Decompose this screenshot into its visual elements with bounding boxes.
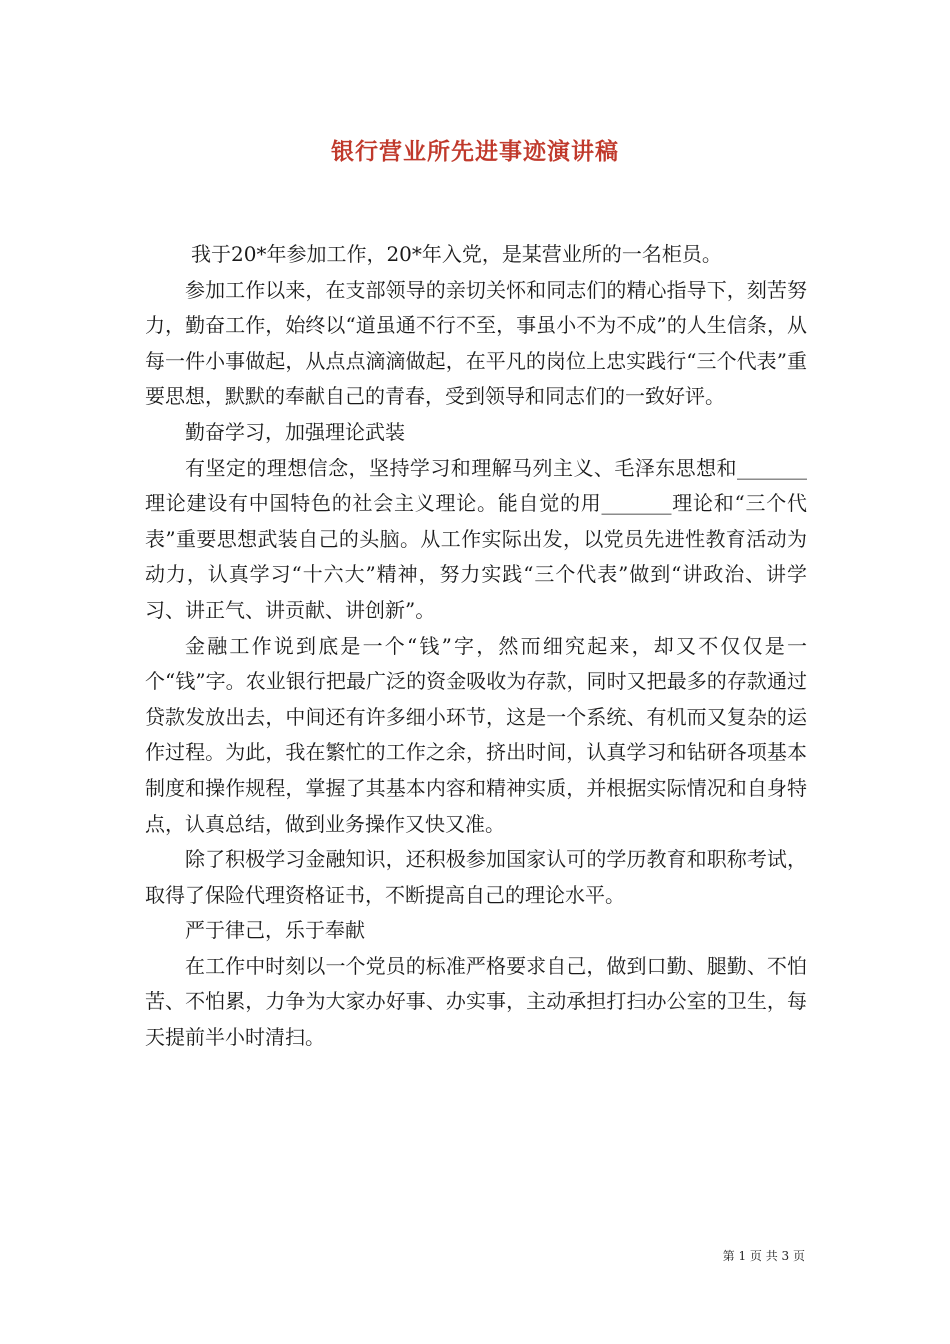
document-body	[145, 237, 807, 1056]
document-title: 银行营业所先进事迹演讲稿	[331, 138, 619, 165]
section-heading-discipline: 严于律己，乐于奉献	[185, 918, 365, 943]
paragraph-work-overview: 参加工作以来，在支部领导的亲切关怀和同志们的精心指导下，刻苦努力，勤奋工作，始终以“道虽通不行不至，事虽小不为不成”的人生信条，从每一件小事做起，从点点滴滴做起，在平凡的岗位上忠实践行“三个代表”重要思想，默默的奉献自己的青春，受到领导和同志们的一致好评。	[145, 277, 807, 409]
paragraph-education: 除了积极学习金融知识，还积极参加国家认可的学历教育和职称考试，取得了保险代理资格证书，不断提高自己的理论水平。	[145, 847, 807, 907]
paragraph-finance-work: 金融工作说到底是一个“钱”字，然而细究起来，却又不仅仅是一个“钱”字。农业银行把最广泛的资金吸收为存款，同时又把最多的存款通过贷款发放出去，中间还有许多细小环节，这是一个系统、有机而又复杂的运作过程。为此，我在繁忙的工作之余，挤出时间，认真学习和钻研各项基本制度和操作规程，掌握了其基本内容和精神实质，并根据实际情况和自身特点，认真总结，做到业务操作又快又准。	[145, 633, 807, 836]
paragraph-beliefs: 有坚定的理想信念，坚持学习和理解马列主义、毛泽东思想和_______理论建设有中国特色的社会主义理论。能自觉的用_______理论和“三个代表”重要思想武装自己的头脑。从工作实际出发，以党员先进性教育活动为动力，认真学习“十六大”精神，努力实践“三个代表”做到“讲政治、讲学习、讲正气、讲贡献、讲创新”。	[145, 455, 807, 622]
paragraph-intro: 我于20*年参加工作，20*年入党，是某营业所的一名柜员。	[191, 242, 722, 266]
page-number: 第 1 页 共 3 页	[722, 1249, 805, 1263]
paragraph-dedication: 在工作中时刻以一个党员的标准严格要求自己，做到口勤、腿勤、不怕苦、不怕累，力争为大家办好事、办实事，主动承担打扫办公室的卫生，每天提前半小时清扫。	[145, 953, 807, 1050]
section-heading-study: 勤奋学习，加强理论武装	[185, 419, 405, 444]
